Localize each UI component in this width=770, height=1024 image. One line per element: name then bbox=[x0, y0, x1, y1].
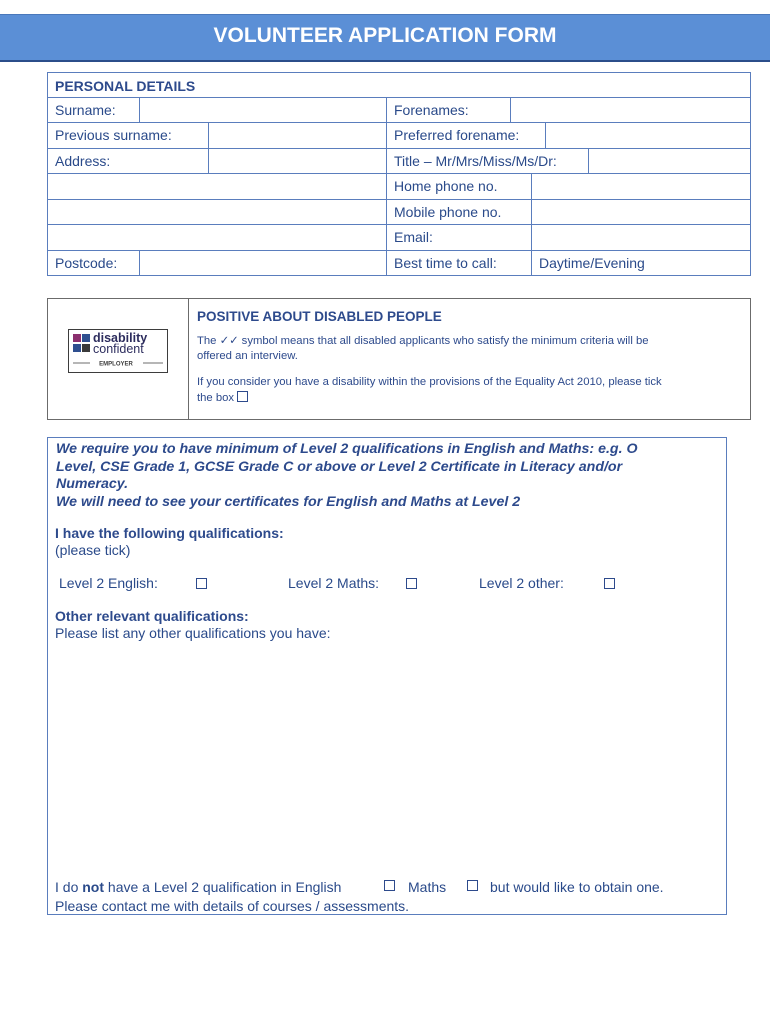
disability-checkbox[interactable] bbox=[237, 391, 248, 402]
other-qualifications-field[interactable] bbox=[55, 645, 715, 870]
disability-text-2 bbox=[197, 375, 742, 406]
disability-text-1 bbox=[197, 334, 742, 364]
level2-maths-label: Level 2 Maths: bbox=[288, 575, 380, 591]
text-fragment: have a Level 2 qualification in English bbox=[104, 879, 342, 895]
forenames-label: Forenames: bbox=[394, 102, 469, 118]
form-title: VOLUNTEER APPLICATION FORM bbox=[213, 24, 557, 47]
would-like-text: but would like to obtain one. bbox=[490, 879, 664, 895]
level2-english-checkbox[interactable] bbox=[196, 578, 207, 589]
section-heading-personal: PERSONAL DETAILS bbox=[55, 78, 196, 94]
qualification-requirement-text bbox=[56, 441, 716, 511]
no-level2-maths-checkbox[interactable] bbox=[467, 880, 478, 891]
divider bbox=[48, 97, 750, 98]
divider bbox=[139, 97, 140, 122]
divider bbox=[588, 148, 589, 174]
other-qualifications-heading: Other relevant qualifications: bbox=[55, 608, 249, 624]
email-label: Email: bbox=[394, 229, 433, 245]
divider bbox=[48, 173, 750, 174]
please-tick-label: (please tick) bbox=[55, 542, 131, 558]
have-qualifications-heading: I have the following qualifications: bbox=[55, 525, 284, 541]
best-time-value: Daytime/Evening bbox=[539, 255, 645, 271]
text-line: Level, CSE Grade 1, GCSE Grade C or above or Level 2 Certificate in Literacy and/or bbox=[56, 458, 623, 475]
text-line: We require you to have minimum of Level 2 qualifications in English and Maths: e.g. O bbox=[56, 441, 638, 457]
emphasis-not: not bbox=[82, 879, 105, 895]
divider bbox=[139, 250, 140, 275]
divider bbox=[208, 122, 209, 174]
text-line: offered an interview. bbox=[197, 350, 298, 362]
divider bbox=[48, 122, 750, 123]
divider bbox=[545, 122, 546, 148]
personal-details-table bbox=[47, 72, 751, 276]
divider bbox=[531, 173, 532, 275]
level2-other-label: Level 2 other: bbox=[479, 575, 564, 591]
no-level2-statement bbox=[55, 879, 341, 895]
qualifications-section bbox=[47, 437, 727, 915]
svg-text:confident: confident bbox=[93, 342, 144, 356]
previous-surname-label: Previous surname: bbox=[55, 127, 172, 143]
text-fragment: the box bbox=[197, 392, 235, 404]
divider bbox=[386, 97, 387, 275]
disability-section bbox=[47, 298, 751, 420]
address-label: Address: bbox=[55, 153, 111, 169]
divider bbox=[48, 250, 750, 251]
divider bbox=[48, 199, 750, 200]
best-time-label: Best time to call: bbox=[394, 255, 497, 271]
text-line: The ✓✓ symbol means that all disabled applicants who satisfy the minimum criteria will be bbox=[197, 335, 649, 347]
maths-label: Maths bbox=[408, 879, 447, 895]
divider bbox=[48, 148, 750, 149]
other-qualifications-prompt: Please list any other qualifications you have: bbox=[55, 625, 331, 641]
level2-maths-checkbox[interactable] bbox=[406, 578, 417, 589]
mobile-phone-label: Mobile phone no. bbox=[394, 204, 502, 220]
title-label: Title – Mr/Mrs/Miss/Ms/Dr: bbox=[394, 153, 557, 169]
form-header-banner bbox=[0, 14, 770, 62]
home-phone-label: Home phone no. bbox=[394, 178, 498, 194]
postcode-label: Postcode: bbox=[55, 255, 118, 271]
text-line: Numeracy. bbox=[56, 476, 129, 492]
contact-request-text: Please contact me with details of courses / assessments. bbox=[55, 898, 410, 914]
divider bbox=[48, 224, 750, 225]
no-level2-english-checkbox[interactable] bbox=[384, 880, 395, 891]
text-line: We will need to see your certificates for English and Maths at Level 2 bbox=[56, 493, 521, 510]
disability-heading: POSITIVE ABOUT DISABLED PEOPLE bbox=[197, 309, 442, 324]
text-fragment: I do bbox=[55, 879, 83, 895]
level2-english-label: Level 2 English: bbox=[59, 575, 158, 591]
svg-text:disability: disability bbox=[93, 331, 148, 345]
text-line bbox=[197, 390, 742, 406]
surname-label: Surname: bbox=[55, 102, 116, 118]
text-line: If you consider you have a disability within the provisions of the Equality Act 2010, please tick bbox=[197, 376, 662, 388]
level2-other-checkbox[interactable] bbox=[604, 578, 615, 589]
divider bbox=[510, 97, 511, 122]
disability-confident-logo bbox=[68, 329, 168, 373]
svg-text:EMPLOYER: EMPLOYER bbox=[99, 361, 133, 368]
divider bbox=[188, 299, 189, 419]
preferred-forename-label: Preferred forename: bbox=[394, 127, 520, 143]
